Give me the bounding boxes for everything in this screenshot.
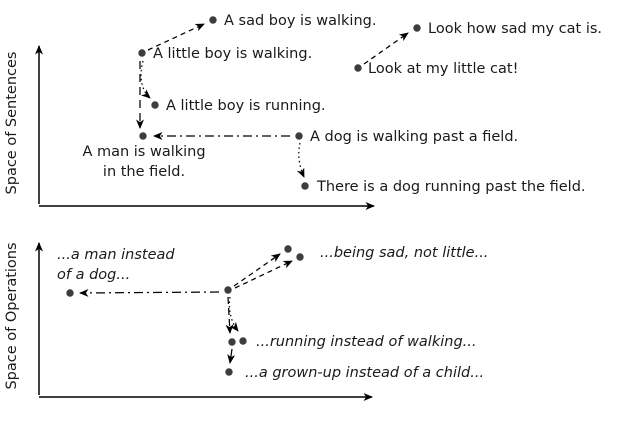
point-label: in the field. xyxy=(102,164,186,180)
panel-sentences xyxy=(4,13,602,206)
data-point-op-grownup xyxy=(225,368,232,375)
point-label: ...a grown-up instead of a child... xyxy=(245,365,485,381)
data-point-op-running-b xyxy=(239,337,246,344)
point-label: ...running instead of walking... xyxy=(256,334,477,350)
point-label: ...being sad, not little... xyxy=(320,245,489,261)
y-axis-label: Space of Operations xyxy=(4,242,20,390)
arrow-running-to-grownup xyxy=(230,349,232,363)
data-point-op-sad-a xyxy=(284,245,291,252)
arrow-dog-to-running xyxy=(299,143,304,177)
data-point-dog-walking xyxy=(295,132,302,139)
data-point-op-man xyxy=(66,289,73,296)
point-label: Look how sad my cat is. xyxy=(428,21,603,37)
point-label: of a dog... xyxy=(57,267,131,283)
data-point-hub xyxy=(224,286,231,293)
panel-operations xyxy=(4,242,488,397)
arrow-walking-to-running xyxy=(141,61,150,98)
data-point-dog-running xyxy=(301,182,308,189)
data-point-little-boy-walking xyxy=(138,49,145,56)
data-point-sad-boy-walking xyxy=(209,16,216,23)
point-label: A dog is walking past a field. xyxy=(310,129,519,145)
data-point-cat-sad xyxy=(413,24,420,31)
point-label: Look at my little cat! xyxy=(368,61,519,77)
data-point-op-sad-b xyxy=(296,253,303,260)
data-point-cat-little xyxy=(354,64,361,71)
point-label: ...a man instead xyxy=(57,247,175,263)
point-label: A little boy is walking. xyxy=(153,46,313,62)
point-label: A sad boy is walking. xyxy=(224,13,377,29)
y-axis-label: Space of Sentences xyxy=(4,51,20,195)
point-label: A man is walking xyxy=(82,144,206,160)
data-point-little-boy-running xyxy=(151,101,158,108)
arrow-hub-to-running-b xyxy=(229,297,238,331)
arrow-hub-to-sad-a xyxy=(234,254,280,286)
arrow-hub-to-man xyxy=(80,292,219,293)
point-label: There is a dog running past the field. xyxy=(317,179,586,195)
arrow-cat-little-to-sad xyxy=(364,33,408,64)
point-label: A little boy is running. xyxy=(166,98,326,114)
data-point-op-running-a xyxy=(228,338,235,345)
data-point-man-walking xyxy=(139,132,146,139)
